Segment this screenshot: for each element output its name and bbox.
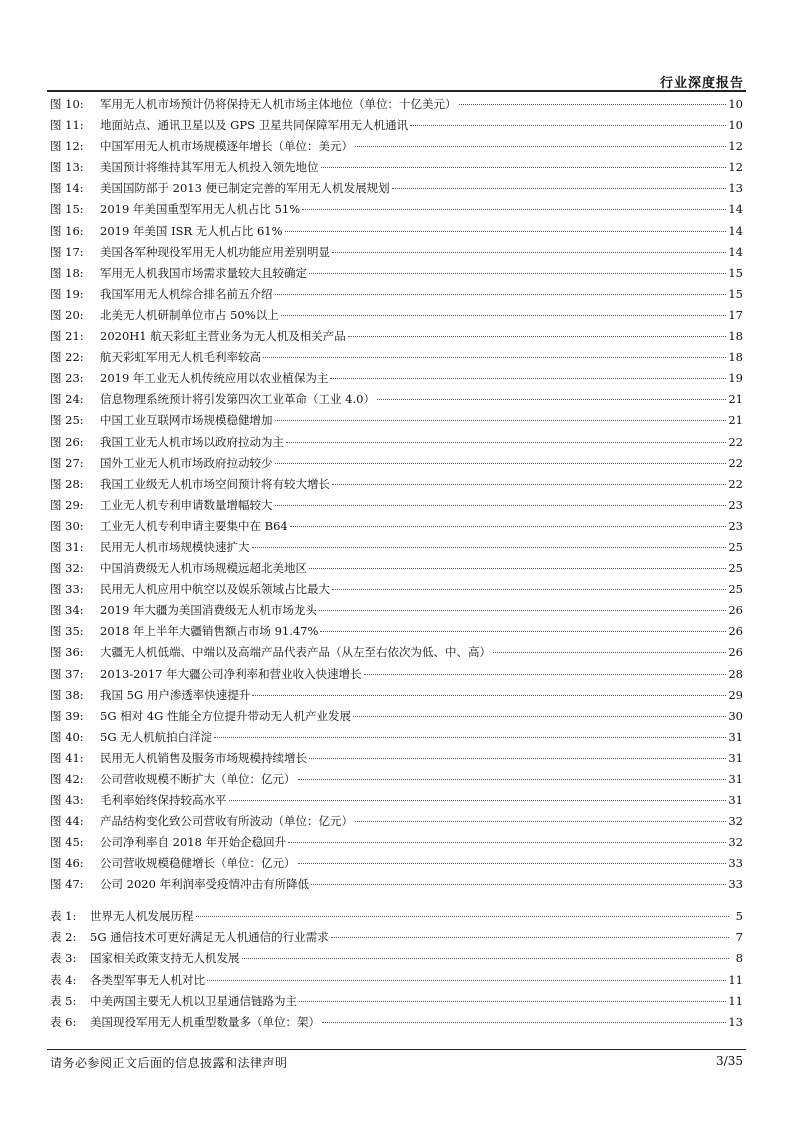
report-category-title: 行业深度报告 xyxy=(659,76,744,91)
entry-page-number: 12 xyxy=(728,160,743,175)
entry-page-number: 21 xyxy=(728,392,743,407)
dot-leader xyxy=(311,884,726,885)
entry-title: 地面站点、通讯卫星以及 GPS 卫星共同保障军用无人机通讯 xyxy=(100,118,409,133)
figure-entry[interactable] xyxy=(50,666,743,687)
figure-entry[interactable] xyxy=(50,687,743,708)
dot-leader xyxy=(275,294,727,295)
figure-entry[interactable] xyxy=(50,138,743,159)
entry-page-number: 23 xyxy=(728,497,743,512)
footer-divider xyxy=(47,1049,746,1050)
figure-entry[interactable] xyxy=(50,518,743,539)
entry-title: 公司营收规模不断扩大（单位：亿元） xyxy=(100,772,296,786)
entry-number: 图 36: xyxy=(50,645,84,660)
entry-page-number: 30 xyxy=(728,708,743,723)
entry-number: 图 40: xyxy=(50,729,84,744)
entry-page-number: 31 xyxy=(728,729,743,744)
table-entry[interactable] xyxy=(50,950,743,971)
entry-number: 图 15: xyxy=(50,202,84,217)
dot-leader xyxy=(196,916,730,917)
entry-page-number: 12 xyxy=(728,139,743,154)
figure-entry[interactable] xyxy=(50,159,743,180)
entry-title: 中美两国主要无人机以卫星通信链路为主 xyxy=(90,993,297,1008)
table-entry[interactable] xyxy=(50,908,743,929)
entry-number: 图 46: xyxy=(50,856,84,871)
entry-number: 图 29: xyxy=(50,497,84,512)
entry-number: 表 5: xyxy=(50,993,77,1008)
dot-leader xyxy=(286,442,726,443)
page-number: 3/35 xyxy=(716,1054,743,1068)
figure-entry[interactable] xyxy=(50,560,743,581)
entry-title: 5G 相对 4G 性能全方位提升带动无人机产业发展 xyxy=(100,708,351,723)
entry-number: 图 41: xyxy=(50,750,84,765)
entry-number: 图 20: xyxy=(50,307,84,322)
dot-leader xyxy=(275,463,727,464)
entry-page-number: 31 xyxy=(728,772,743,786)
dot-leader xyxy=(285,231,727,232)
entry-number: 图 33: xyxy=(50,582,84,597)
entry-number: 图 16: xyxy=(50,223,84,238)
dot-leader xyxy=(309,758,726,759)
entry-title: 北美无人机研制单位市占 50%以上 xyxy=(100,307,279,322)
figure-list xyxy=(50,96,743,898)
entry-page-number: 22 xyxy=(728,455,743,470)
entry-title: 工业无人机专利申请主要集中在 B64 xyxy=(100,518,288,533)
entry-title: 我国工业级无人机市场空间预计将有较大增长 xyxy=(100,476,330,491)
entry-number: 图 18: xyxy=(50,265,84,280)
figure-entry[interactable] xyxy=(50,792,743,813)
dot-leader xyxy=(302,209,726,210)
dot-leader xyxy=(493,652,726,653)
table-entry[interactable] xyxy=(50,929,743,950)
figure-entry[interactable] xyxy=(50,497,743,518)
figure-entry[interactable] xyxy=(50,602,743,623)
entry-page-number: 25 xyxy=(728,539,743,554)
table-list xyxy=(50,908,743,1035)
entry-page-number: 10 xyxy=(728,118,743,133)
entry-number: 图 11: xyxy=(50,118,84,133)
entry-page-number: 19 xyxy=(728,371,743,386)
entry-page-number: 29 xyxy=(728,687,743,702)
entry-title: 5G 无人机航拍白洋淀 xyxy=(100,729,213,744)
dot-leader xyxy=(319,610,726,611)
figure-entry[interactable] xyxy=(50,581,743,602)
entry-number: 图 31: xyxy=(50,539,84,554)
entry-title: 民用无人机销售及服务市场规模持续增长 xyxy=(100,750,307,765)
dot-leader xyxy=(275,420,727,421)
entry-number: 图 39: xyxy=(50,708,84,723)
figure-entry[interactable] xyxy=(50,307,743,328)
dot-leader xyxy=(410,125,726,126)
figure-entry[interactable] xyxy=(50,539,743,560)
dot-leader xyxy=(392,188,727,189)
entry-title: 毛利率始终保持较高水平 xyxy=(100,793,227,808)
entry-page-number: 11 xyxy=(728,972,743,987)
entry-page-number: 13 xyxy=(728,1014,743,1029)
entry-number: 图 42: xyxy=(50,772,84,786)
header-divider xyxy=(47,90,746,92)
dot-leader xyxy=(214,737,726,738)
entry-page-number: 33 xyxy=(728,877,743,892)
entry-number: 图 27: xyxy=(50,455,84,470)
dot-leader xyxy=(242,958,730,959)
entry-page-number: 22 xyxy=(728,434,743,449)
entry-number: 图 37: xyxy=(50,666,84,681)
entry-page-number: 25 xyxy=(728,561,743,576)
entry-page-number: 32 xyxy=(728,835,743,850)
dot-leader xyxy=(288,842,726,843)
entry-page-number: 33 xyxy=(728,856,743,871)
figure-entry[interactable] xyxy=(50,729,743,750)
figure-entry[interactable] xyxy=(50,771,743,792)
figure-entry[interactable] xyxy=(50,455,743,476)
figure-entry[interactable] xyxy=(50,623,743,644)
entry-title: 我国工业无人机市场以政府拉动为主 xyxy=(100,434,284,449)
entry-page-number: 31 xyxy=(728,793,743,808)
entry-number: 图 14: xyxy=(50,181,84,196)
entry-number: 图 12: xyxy=(50,139,84,154)
dot-leader xyxy=(332,484,726,485)
dot-leader xyxy=(229,800,727,801)
dot-leader xyxy=(355,821,726,822)
figure-entry[interactable] xyxy=(50,180,743,201)
figure-entry[interactable] xyxy=(50,813,743,834)
entry-number: 图 38: xyxy=(50,687,84,702)
entry-page-number: 26 xyxy=(728,624,743,639)
entry-number: 表 3: xyxy=(50,951,77,966)
entry-number: 表 2: xyxy=(50,930,77,945)
dot-leader xyxy=(377,399,726,400)
entry-title: 中国军用无人机市场规模逐年增长（单位：美元） xyxy=(100,139,353,154)
entry-title: 中国工业互联网市场规模稳健增加 xyxy=(100,413,273,428)
dot-leader xyxy=(321,167,727,168)
entry-title: 中国消费级无人机市场规模远超北美地区 xyxy=(100,561,307,576)
figure-entry[interactable] xyxy=(50,201,743,222)
entry-title: 工业无人机专利申请数量增幅较大 xyxy=(100,497,273,512)
figure-entry[interactable] xyxy=(50,328,743,349)
entry-page-number: 32 xyxy=(728,814,743,829)
entry-number: 图 13: xyxy=(50,160,84,175)
entry-page-number: 8 xyxy=(735,951,743,966)
entry-number: 图 32: xyxy=(50,561,84,576)
entry-page-number: 7 xyxy=(735,930,743,945)
entry-number: 图 47: xyxy=(50,877,84,892)
figure-entry[interactable] xyxy=(50,876,743,897)
entry-number: 图 30: xyxy=(50,518,84,533)
figure-entry[interactable] xyxy=(50,412,743,433)
entry-number: 图 44: xyxy=(50,814,84,829)
entry-page-number: 26 xyxy=(728,603,743,618)
entry-title: 美国现役军用无人机重型数量多（单位：架） xyxy=(90,1014,320,1029)
entry-title: 公司营收规模稳健增长（单位：亿元） xyxy=(100,856,296,871)
entry-page-number: 18 xyxy=(728,329,743,344)
entry-page-number: 10 xyxy=(728,97,743,111)
entry-title: 2019 年大疆为美国消费级无人机市场龙头 xyxy=(100,603,317,618)
entry-page-number: 13 xyxy=(728,181,743,196)
dot-leader xyxy=(348,336,727,337)
entry-title: 我国 5G 用户渗透率快速提升 xyxy=(100,687,251,702)
dot-leader xyxy=(298,863,727,864)
entry-title: 公司净利率自 2018 年开始企稳回升 xyxy=(100,835,287,850)
entry-title: 美国国防部于 2013 便已制定完善的军用无人机发展规划 xyxy=(100,181,390,196)
table-entry[interactable] xyxy=(50,993,743,1014)
dot-leader xyxy=(309,273,726,274)
entry-number: 表 6: xyxy=(50,1014,77,1029)
dot-leader xyxy=(275,505,727,506)
figure-entry[interactable] xyxy=(50,391,743,412)
entry-page-number: 14 xyxy=(728,244,743,259)
entry-number: 表 1: xyxy=(50,909,77,923)
entry-number: 图 17: xyxy=(50,244,84,259)
entry-page-number: 28 xyxy=(728,666,743,681)
dot-leader xyxy=(353,716,726,717)
entry-title: 2020H1 航天彩虹主营业务为无人机及相关产品 xyxy=(100,329,346,344)
figure-entry[interactable] xyxy=(50,286,743,307)
dot-leader xyxy=(299,1001,726,1002)
dot-leader xyxy=(207,980,726,981)
figure-entry[interactable] xyxy=(50,117,743,138)
dot-leader xyxy=(322,1022,726,1023)
dot-leader xyxy=(332,589,726,590)
figure-entry[interactable] xyxy=(50,708,743,729)
entry-page-number: 5 xyxy=(735,909,743,923)
figure-entry[interactable] xyxy=(50,476,743,497)
entry-number: 图 22: xyxy=(50,350,84,365)
entry-title: 5G 通信技术可更好满足无人机通信的行业需求 xyxy=(90,930,329,945)
figure-entry[interactable] xyxy=(50,370,743,391)
entry-page-number: 31 xyxy=(728,750,743,765)
dot-leader xyxy=(252,547,727,548)
entry-page-number: 15 xyxy=(728,286,743,301)
entry-title: 航天彩虹军用无人机毛利率较高 xyxy=(100,350,261,365)
dot-leader xyxy=(331,937,729,938)
disclaimer-note: 请务必参阅正文后面的信息披露和法律声明 xyxy=(50,1056,288,1070)
entry-number: 图 35: xyxy=(50,624,84,639)
entry-page-number: 22 xyxy=(728,476,743,491)
dot-leader xyxy=(355,146,726,147)
entry-number: 图 23: xyxy=(50,371,84,386)
entry-title: 美国预计将维持其军用无人机投入领先地位 xyxy=(100,160,319,175)
entry-title: 民用无人机应用中航空以及娱乐领域占比最大 xyxy=(100,582,330,597)
entry-title: 美国各军种现役军用无人机功能应用差别明显 xyxy=(100,244,330,259)
figure-entry[interactable] xyxy=(50,96,743,117)
entry-title: 国外工业无人机市场政府拉动较少 xyxy=(100,455,273,470)
entry-title: 各类型军事无人机对比 xyxy=(90,972,205,987)
entry-title: 国家相关政策支持无人机发展 xyxy=(90,951,240,966)
entry-page-number: 25 xyxy=(728,582,743,597)
figure-entry[interactable] xyxy=(50,223,743,244)
dot-leader xyxy=(252,695,726,696)
dot-leader xyxy=(459,104,727,105)
entry-page-number: 15 xyxy=(728,265,743,280)
dot-leader xyxy=(364,674,727,675)
entry-title: 2013-2017 年大疆公司净利率和营业收入快速增长 xyxy=(100,666,362,681)
entry-page-number: 14 xyxy=(728,202,743,217)
entry-title: 公司 2020 年利润率受疫情冲击有所降低 xyxy=(100,877,310,892)
figure-entry[interactable] xyxy=(50,265,743,286)
dot-leader xyxy=(281,315,727,316)
entry-title: 2019 年美国重型军用无人机占比 51% xyxy=(100,202,301,217)
entry-number: 图 45: xyxy=(50,835,84,850)
entry-page-number: 17 xyxy=(728,307,743,322)
dot-leader xyxy=(320,631,726,632)
entry-number: 图 10: xyxy=(50,97,84,111)
entry-number: 图 34: xyxy=(50,603,84,618)
figure-entry[interactable] xyxy=(50,244,743,265)
entry-page-number: 23 xyxy=(728,518,743,533)
dot-leader xyxy=(290,526,727,527)
entry-page-number: 14 xyxy=(728,223,743,238)
figure-entry[interactable] xyxy=(50,644,743,665)
entry-number: 图 25: xyxy=(50,413,84,428)
entry-page-number: 18 xyxy=(728,350,743,365)
entry-title: 军用无人机市场预计仍将保持无人机市场主体地位（单位：十亿美元） xyxy=(100,97,457,111)
entry-number: 图 43: xyxy=(50,793,84,808)
entry-page-number: 26 xyxy=(728,645,743,660)
entry-number: 图 26: xyxy=(50,434,84,449)
entry-title: 2019 年美国 ISR 无人机占比 61% xyxy=(100,223,283,238)
entry-page-number: 11 xyxy=(728,993,743,1008)
entry-title: 信息物理系统预计将引发第四次工业革命（工业 4.0） xyxy=(100,392,375,407)
table-entry[interactable] xyxy=(50,972,743,993)
figure-entry[interactable] xyxy=(50,349,743,370)
table-entry[interactable] xyxy=(50,1014,743,1035)
entry-number: 图 19: xyxy=(50,286,84,301)
figure-entry[interactable] xyxy=(50,834,743,855)
dot-leader xyxy=(330,378,726,379)
figure-entry[interactable] xyxy=(50,750,743,771)
entry-title: 军用无人机我国市场需求量较大且较确定 xyxy=(100,265,307,280)
figure-entry[interactable] xyxy=(50,855,743,876)
dot-leader xyxy=(332,252,726,253)
entry-title: 大疆无人机低端、中端以及高端产品代表产品（从左至右依次为低、中、高） xyxy=(100,645,491,660)
entry-number: 图 24: xyxy=(50,392,84,407)
entry-title: 产品结构变化致公司营收有所波动（单位：亿元） xyxy=(100,814,353,829)
dot-leader xyxy=(263,357,726,358)
figure-entry[interactable] xyxy=(50,434,743,455)
entry-title: 我国军用无人机综合排名前五介绍 xyxy=(100,286,273,301)
entry-page-number: 21 xyxy=(728,413,743,428)
entry-title: 民用无人机市场规模快速扩大 xyxy=(100,539,250,554)
entry-title: 2018 年上半年大疆销售额占市场 91.47% xyxy=(100,624,319,639)
entry-number: 图 21: xyxy=(50,329,84,344)
entry-number: 图 28: xyxy=(50,476,84,491)
dot-leader xyxy=(298,779,727,780)
dot-leader xyxy=(309,568,726,569)
entry-title: 世界无人机发展历程 xyxy=(90,909,194,923)
entry-number: 表 4: xyxy=(50,972,77,987)
entry-title: 2019 年工业无人机传统应用以农业植保为主 xyxy=(100,371,329,386)
